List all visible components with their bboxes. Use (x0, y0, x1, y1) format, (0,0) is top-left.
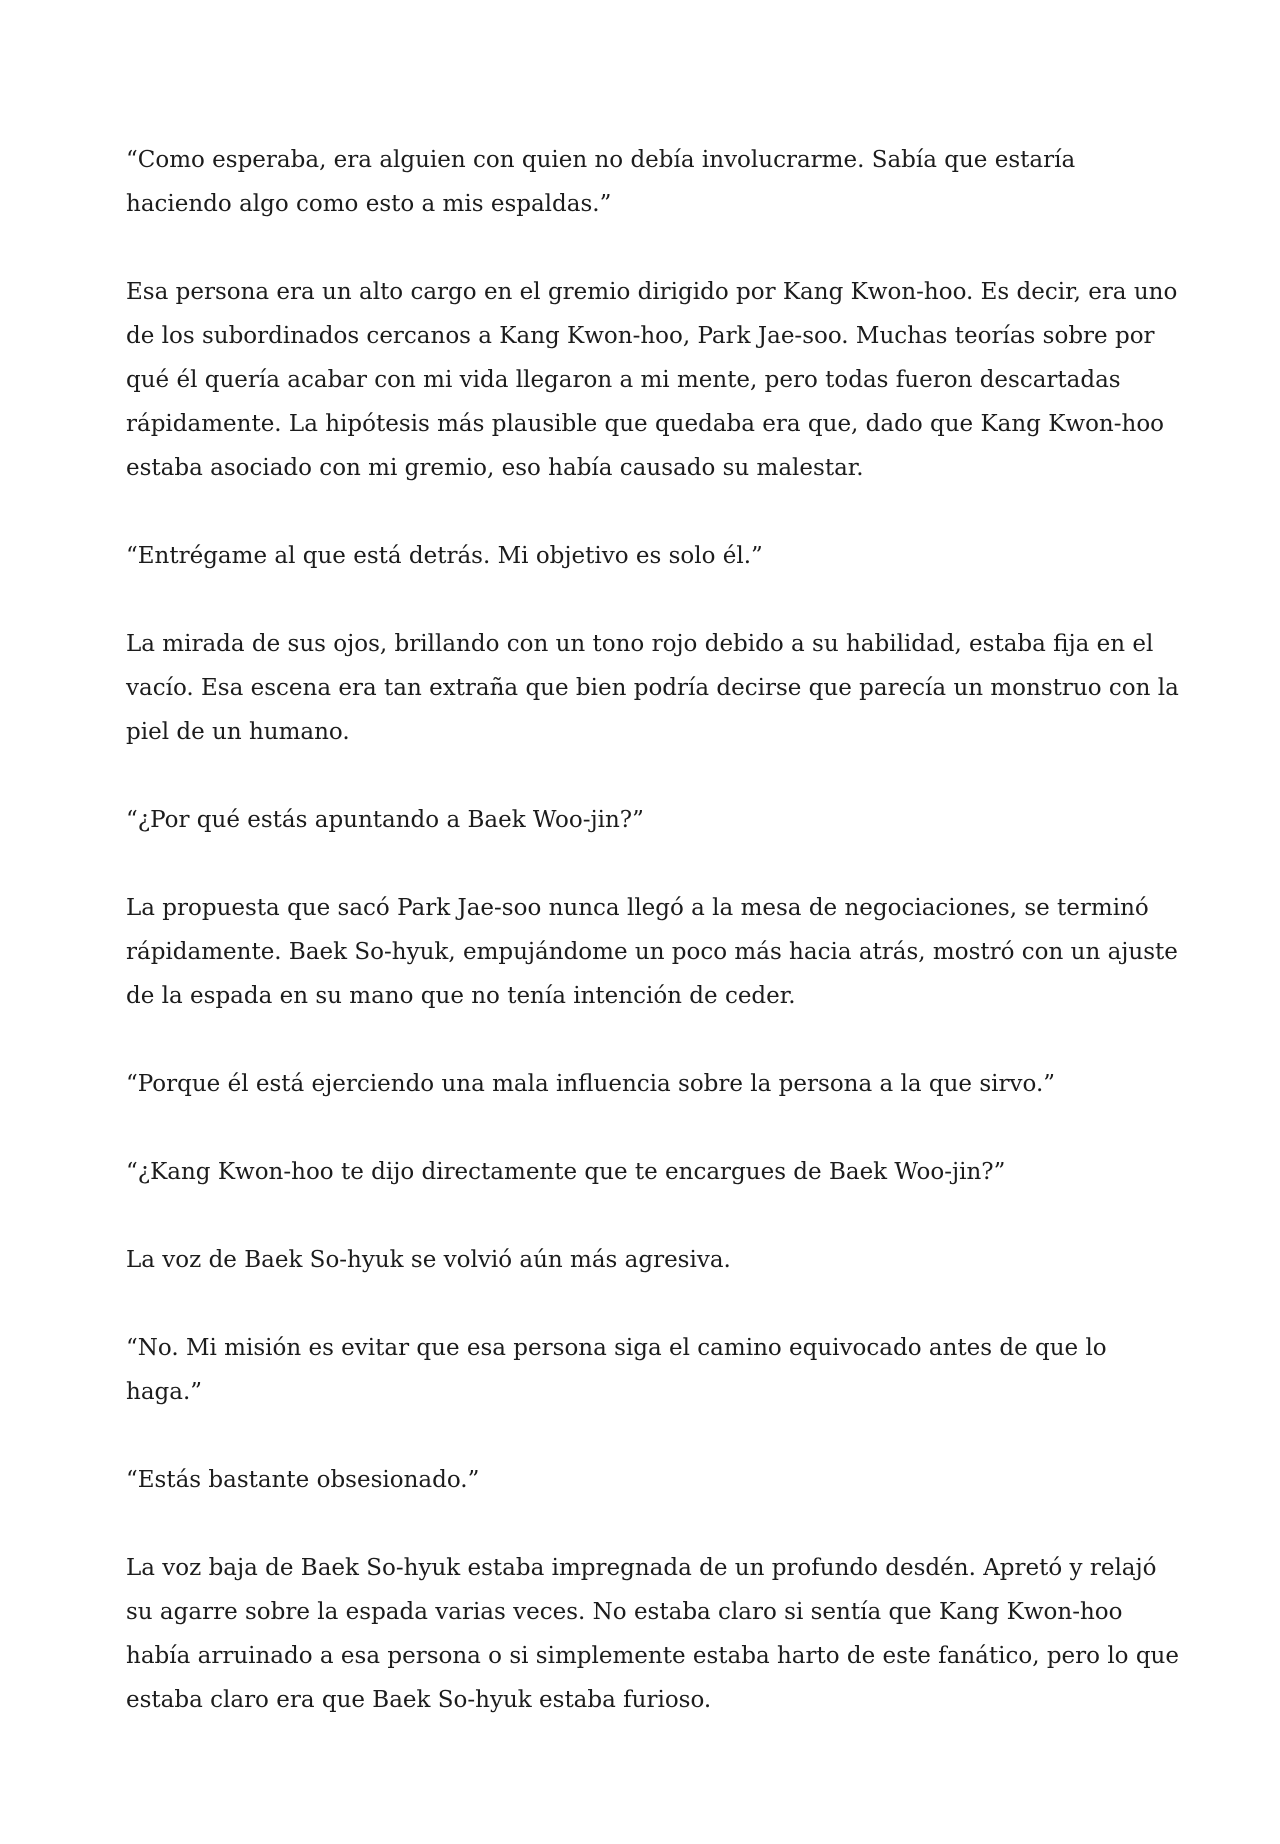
paragraph: “Estás bastante obsesionado.” (126, 1467, 480, 1493)
document-page (126, 138, 1186, 1722)
paragraph: “¿Por qué estás apuntando a Baek Woo-jin?” (126, 807, 644, 833)
paragraph: La mirada de sus ojos, brillando con un tono rojo debido a su habilidad, estaba fija en el vacío. Esa escena era tan extraña que bien podría decirse que parecía un monstruo con la piel de un humano. (126, 631, 1179, 745)
paragraph: “Entrégame al que está detrás. Mi objetivo es solo él.” (126, 543, 763, 569)
paragraph: Esa persona era un alto cargo en el gremio dirigido por Kang Kwon-hoo. Es decir, era uno de los subordinados cercanos a Kang Kwon-hoo, Park Jae-soo. Muchas teorías sobre por qué él quería acabar con mi vida llegaron a mi mente, pero todas fueron descartadas rápidamente. La hipótesis más plausible que quedaba era que, dado que Kang Kwon-hoo estaba asociado con mi gremio, eso había causado su malestar. (126, 279, 1178, 481)
paragraph: “No. Mi misión es evitar que esa persona siga el camino equivocado antes de que lo haga.” (126, 1335, 1107, 1405)
paragraph: La propuesta que sacó Park Jae-soo nunca llegó a la mesa de negociaciones, se terminó rápidamente. Baek So-hyuk, empujándome un poco más hacia atrás, mostró con un ajuste de la espada en su mano que no tenía intención de ceder. (126, 895, 1178, 1009)
paragraph: La voz baja de Baek So-hyuk estaba impregnada de un profundo desdén. Apretó y relajó su agarre sobre la espada varias veces. No estaba claro si sentía que Kang Kwon-hoo había arruinado a esa persona o si simplemente estaba harto de este fanático, pero lo que estaba claro era que Baek So-hyuk estaba furioso. (126, 1555, 1179, 1713)
paragraph: “¿Kang Kwon-hoo te dijo directamente que te encargues de Baek Woo-jin?” (126, 1159, 1006, 1185)
paragraph: La voz de Baek So-hyuk se volvió aún más agresiva. (126, 1247, 731, 1273)
paragraph: “Porque él está ejerciendo una mala influencia sobre la persona a la que sirvo.” (126, 1071, 1056, 1097)
paragraph: “Como esperaba, era alguien con quien no debía involucrarme. Sabía que estaría haciendo algo como esto a mis espaldas.” (126, 147, 1076, 217)
